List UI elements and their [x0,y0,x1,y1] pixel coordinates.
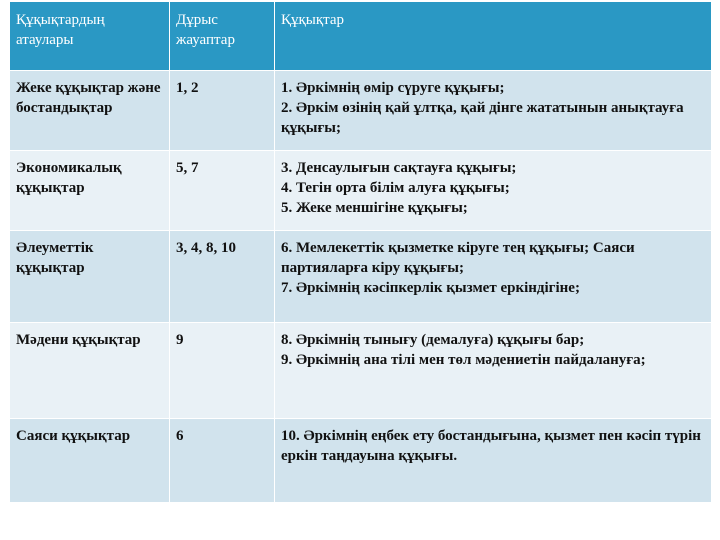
right-item: 10. Әркімнің еңбек ету бостандығына, қызмет пен кәсіп түрін еркін таңдауына құқығы. [281,428,701,464]
row-rights [275,323,712,419]
row-answer: 9 [170,323,275,419]
row-name: Жеке құқықтар және бостандықтар [10,71,170,151]
right-item: 2. Әркім өзінің қай ұлтқа, қай дінге жататынын анықтауға құқығы; [281,100,684,136]
right-item: 3. Денсаулығын сақтауға құқығы; [281,160,517,176]
row-name: Экономикалық құқықтар [10,151,170,231]
row-name: Әлеуметтік құқықтар [10,231,170,323]
row-name: Саяси құқықтар [10,419,170,503]
right-item: 7. Әркімнің кәсіпкерлік қызмет еркіндігіне; [281,280,580,296]
right-item: 6. Мемлекеттік қызметке кіруге тең құқығы; Саяси партияларға кіру құқығы; [281,240,635,276]
row-rights [275,151,712,231]
right-item: 4. Тегін орта білім алуға құқығы; [281,180,510,196]
rights-table [9,1,712,503]
header-rights: Құқықтар [275,2,712,71]
table-row [10,419,712,503]
header-rights-name: Құқықтардың атаулары [10,2,170,71]
row-rights [275,419,712,503]
right-item: 8. Әркімнің тынығу (демалуға) құқығы бар; [281,332,585,348]
right-item: 9. Әркімнің ана тілі мен төл мәдениетін пайдалануға; [281,352,646,368]
table-row [10,323,712,419]
row-rights [275,231,712,323]
row-answer: 3, 4, 8, 10 [170,231,275,323]
table-row [10,231,712,323]
row-rights [275,71,712,151]
header-row [10,2,712,71]
header-correct-answers: Дұрыс жауаптар [170,2,275,71]
table-row [10,151,712,231]
row-answer: 1, 2 [170,71,275,151]
row-name: Мәдени құқықтар [10,323,170,419]
row-answer: 5, 7 [170,151,275,231]
right-item: 1. Әркімнің өмір сүруге құқығы; [281,80,505,96]
right-item: 5. Жеке меншігіне құқығы; [281,200,468,216]
table-row [10,71,712,151]
row-answer: 6 [170,419,275,503]
